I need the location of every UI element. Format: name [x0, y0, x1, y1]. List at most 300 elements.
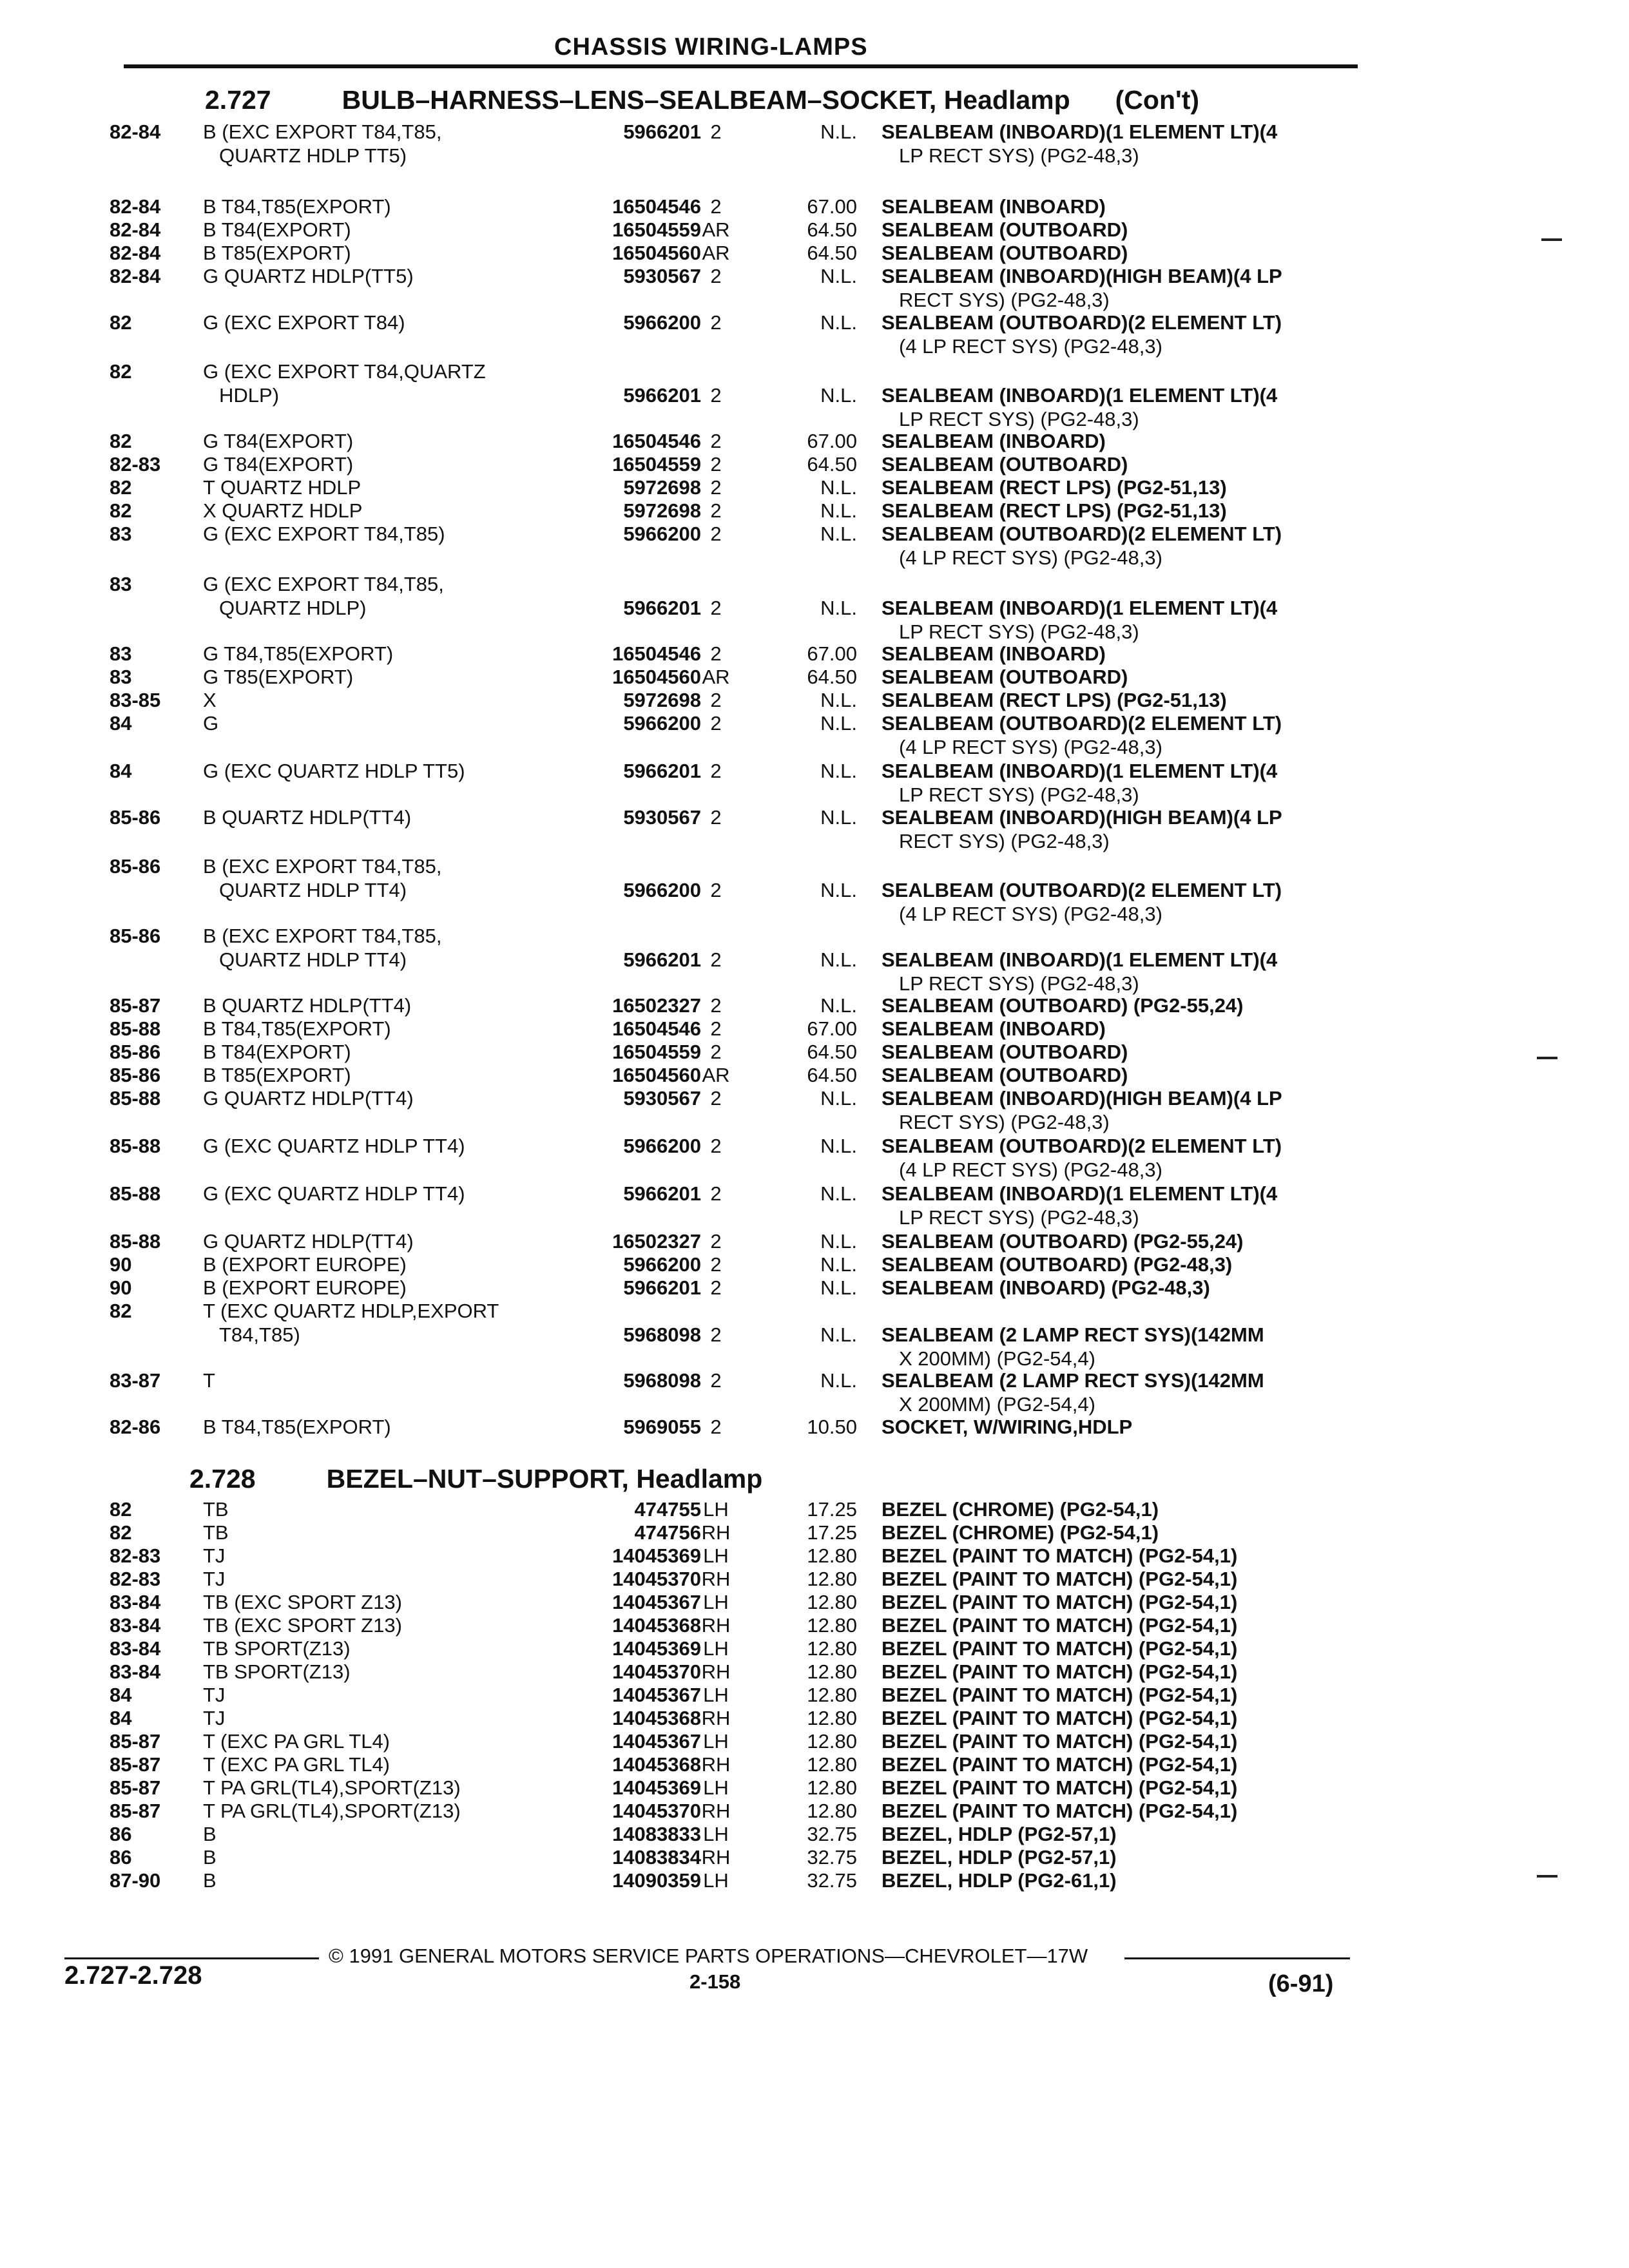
part-name-line2: RECT SYS) (PG2-48,3) [899, 289, 1110, 311]
quantity: 2 [710, 879, 722, 901]
application-description-line2: QUARTZ HDLP TT4) [219, 879, 407, 901]
quantity: LH [703, 1823, 729, 1845]
price: 32.75 [807, 1823, 857, 1845]
part-name: SEALBEAM (OUTBOARD) [882, 453, 1128, 476]
application-description: G QUARTZ HDLP(TT4) [203, 1230, 414, 1253]
price: 67.00 [807, 642, 857, 665]
model-year: 82 [110, 1498, 132, 1521]
part-number: 5968098 [623, 1323, 701, 1346]
price: 64.50 [807, 1064, 857, 1086]
application-description-line2: QUARTZ HDLP) [219, 597, 367, 619]
model-year: 82-84 [110, 218, 161, 241]
model-year: 83 [110, 523, 132, 545]
part-name-line2: LP RECT SYS) (PG2-48,3) [899, 1206, 1139, 1229]
part-number: 16502327 [612, 1230, 701, 1253]
price: N.L. [820, 1253, 857, 1276]
part-number: 14045369 [612, 1776, 701, 1799]
page-header-title: CHASSIS WIRING-LAMPS [554, 34, 868, 61]
part-number: 14045370 [612, 1800, 701, 1822]
part-name-line2: LP RECT SYS) (PG2-48,3) [899, 972, 1139, 995]
table-row [0, 1299, 1629, 1370]
price: N.L. [820, 1087, 857, 1110]
quantity: RH [701, 1707, 731, 1729]
part-number: 5966201 [623, 597, 701, 619]
price: 12.80 [807, 1800, 857, 1822]
model-year: 82-84 [110, 195, 161, 218]
quantity: 2 [710, 642, 722, 665]
quantity: LH [703, 1544, 729, 1567]
quantity: LH [703, 1498, 729, 1521]
price: N.L. [820, 689, 857, 711]
part-number: 16504559 [612, 453, 701, 476]
margin-mark [1541, 238, 1562, 241]
quantity: 2 [710, 1416, 722, 1438]
application-description: G QUARTZ HDLP(TT5) [203, 265, 414, 287]
quantity: RH [701, 1800, 731, 1822]
part-name: SEALBEAM (INBOARD) [882, 1017, 1106, 1040]
price: 12.80 [807, 1637, 857, 1660]
part-name-line2: LP RECT SYS) (PG2-48,3) [899, 620, 1139, 643]
quantity: AR [702, 218, 730, 241]
model-year: 85-87 [110, 1730, 161, 1753]
part-number: 14045368 [612, 1707, 701, 1729]
part-number: 14045369 [612, 1637, 701, 1660]
price: N.L. [820, 712, 857, 735]
price: 12.80 [807, 1730, 857, 1753]
application-description: TB SPORT(Z13) [203, 1660, 351, 1683]
part-number: 16504559 [612, 218, 701, 241]
quantity: 2 [710, 265, 722, 287]
part-number: 5966200 [623, 523, 701, 545]
part-name: BEZEL (PAINT TO MATCH) (PG2-54,1) [882, 1568, 1238, 1590]
model-year: 82-84 [110, 265, 161, 287]
part-number: 5966200 [623, 879, 701, 901]
application-description: B T84(EXPORT) [203, 1041, 351, 1063]
part-name: BEZEL (PAINT TO MATCH) (PG2-54,1) [882, 1637, 1238, 1660]
model-year: 85-87 [110, 994, 161, 1017]
model-year: 85-88 [110, 1087, 161, 1110]
table-row [0, 360, 1629, 430]
section-subtitle: Headlamp [943, 85, 1070, 115]
quantity: 2 [710, 120, 722, 143]
application-description: TB [203, 1521, 229, 1544]
quantity: 2 [710, 523, 722, 545]
price: N.L. [820, 1323, 857, 1346]
quantity: 2 [710, 806, 722, 829]
part-name: BEZEL (CHROME) (PG2-54,1) [882, 1498, 1159, 1521]
quantity: 2 [710, 1369, 722, 1392]
application-description-line2: QUARTZ HDLP TT4) [219, 948, 407, 971]
part-name-line2: LP RECT SYS) (PG2-48,3) [899, 408, 1139, 430]
footer-section-range: 2.727-2.728 [64, 1961, 202, 1990]
application-description: G QUARTZ HDLP(TT4) [203, 1087, 414, 1110]
part-number: 5972698 [623, 499, 701, 522]
part-name: SEALBEAM (INBOARD)(1 ELEMENT LT)(4 [882, 597, 1278, 619]
part-name: SEALBEAM (OUTBOARD) (PG2-55,24) [882, 1230, 1244, 1253]
price: N.L. [820, 1230, 857, 1253]
part-name-line2: X 200MM) (PG2-54,4) [899, 1347, 1095, 1370]
price: N.L. [820, 948, 857, 971]
part-number: 5930567 [623, 806, 701, 829]
model-year: 85-86 [110, 1041, 161, 1063]
price: 12.80 [807, 1753, 857, 1776]
application-description: TJ [203, 1544, 226, 1567]
part-number: 14045368 [612, 1753, 701, 1776]
margin-mark [1537, 1875, 1557, 1878]
model-year: 87-90 [110, 1869, 161, 1892]
application-description: B QUARTZ HDLP(TT4) [203, 994, 412, 1017]
application-description: G T85(EXPORT) [203, 666, 354, 688]
quantity: 2 [710, 994, 722, 1017]
quantity: LH [703, 1591, 729, 1613]
part-name: SEALBEAM (OUTBOARD)(2 ELEMENT LT) [882, 879, 1282, 901]
part-number: 14045369 [612, 1544, 701, 1567]
model-year: 84 [110, 760, 132, 782]
model-year: 90 [110, 1253, 132, 1276]
part-name: BEZEL (PAINT TO MATCH) (PG2-54,1) [882, 1707, 1238, 1729]
part-name: BEZEL (PAINT TO MATCH) (PG2-54,1) [882, 1776, 1238, 1799]
part-name: SEALBEAM (RECT LPS) (PG2-51,13) [882, 499, 1227, 522]
quantity: 2 [710, 1135, 722, 1157]
part-number: 5968098 [623, 1369, 701, 1392]
part-number: 5966201 [623, 760, 701, 782]
price: N.L. [820, 311, 857, 334]
application-description: T (EXC QUARTZ HDLP,EXPORT [203, 1300, 499, 1322]
part-number: 5966201 [623, 384, 701, 407]
table-row [0, 924, 1629, 995]
part-name-line2: RECT SYS) (PG2-48,3) [899, 830, 1110, 852]
part-number: 5972698 [623, 689, 701, 711]
quantity: RH [701, 1846, 731, 1869]
part-number: 16504560 [612, 242, 701, 264]
quantity: LH [703, 1684, 729, 1706]
model-year: 82-83 [110, 453, 161, 476]
application-description: G (EXC QUARTZ HDLP TT5) [203, 760, 465, 782]
part-name: BEZEL (PAINT TO MATCH) (PG2-54,1) [882, 1544, 1238, 1567]
part-number: 14045367 [612, 1591, 701, 1613]
model-year: 85-88 [110, 1017, 161, 1040]
price: 12.80 [807, 1568, 857, 1590]
quantity: 2 [710, 1087, 722, 1110]
application-description-line2: T84,T85) [219, 1323, 300, 1346]
application-description: T QUARTZ HDLP [203, 476, 361, 499]
footer-rule [64, 1957, 319, 1959]
part-number: 16504546 [612, 1017, 701, 1040]
application-description: T [203, 1369, 215, 1392]
application-description: T PA GRL(TL4),SPORT(Z13) [203, 1776, 461, 1799]
part-name: SEALBEAM (INBOARD) (PG2-48,3) [882, 1276, 1210, 1299]
price: 12.80 [807, 1614, 857, 1637]
part-number: 474756 [634, 1521, 701, 1544]
price: 10.50 [807, 1416, 857, 1438]
price: 64.50 [807, 242, 857, 264]
price: 12.80 [807, 1684, 857, 1706]
part-number: 5966200 [623, 1253, 701, 1276]
application-description: B T84,T85(EXPORT) [203, 195, 391, 218]
part-name: SEALBEAM (INBOARD)(HIGH BEAM)(4 LP [882, 806, 1282, 829]
application-description: B [203, 1846, 217, 1869]
price: 67.00 [807, 430, 857, 452]
part-name: SEALBEAM (2 LAMP RECT SYS)(142MM [882, 1323, 1264, 1346]
price: 12.80 [807, 1707, 857, 1729]
application-description: G (EXC EXPORT T84) [203, 311, 405, 334]
application-description: B QUARTZ HDLP(TT4) [203, 806, 412, 829]
price: N.L. [820, 265, 857, 287]
model-year: 83 [110, 573, 132, 595]
part-number: 14045368 [612, 1614, 701, 1637]
part-number: 5966201 [623, 1182, 701, 1205]
model-year: 85-87 [110, 1753, 161, 1776]
part-number: 14045367 [612, 1730, 701, 1753]
price: N.L. [820, 523, 857, 545]
model-year: 82-83 [110, 1544, 161, 1567]
application-description: B T84(EXPORT) [203, 218, 351, 241]
quantity: 2 [710, 476, 722, 499]
part-name-line2: X 200MM) (PG2-54,4) [899, 1393, 1095, 1416]
model-year: 83-84 [110, 1614, 161, 1637]
application-description: G T84(EXPORT) [203, 430, 354, 452]
quantity: LH [703, 1637, 729, 1660]
part-number: 5969055 [623, 1416, 701, 1438]
application-description: TB SPORT(Z13) [203, 1637, 351, 1660]
application-description: B [203, 1869, 217, 1892]
part-name: SEALBEAM (INBOARD) [882, 642, 1106, 665]
price: N.L. [820, 1182, 857, 1205]
part-name-line2: (4 LP RECT SYS) (PG2-48,3) [899, 736, 1162, 758]
application-description: TJ [203, 1568, 226, 1590]
part-name: BEZEL (PAINT TO MATCH) (PG2-54,1) [882, 1684, 1238, 1706]
part-name: BEZEL (PAINT TO MATCH) (PG2-54,1) [882, 1660, 1238, 1683]
price: 67.00 [807, 195, 857, 218]
model-year: 82 [110, 360, 132, 383]
quantity: 2 [710, 712, 722, 735]
part-name: SEALBEAM (OUTBOARD)(2 ELEMENT LT) [882, 712, 1282, 735]
application-description: X [203, 689, 217, 711]
table-row [0, 854, 1629, 925]
part-name-line2: (4 LP RECT SYS) (PG2-48,3) [899, 1158, 1162, 1181]
price: 12.80 [807, 1660, 857, 1683]
model-year: 85-86 [110, 1064, 161, 1086]
part-number: 16504546 [612, 195, 701, 218]
application-description: B (EXPORT EUROPE) [203, 1253, 407, 1276]
section-name: BULB–HARNESS–LENS–SEALBEAM–SOCKET, [342, 85, 937, 115]
part-number: 14045370 [612, 1660, 701, 1683]
part-number: 16504559 [612, 1041, 701, 1063]
application-description: TB (EXC SPORT Z13) [203, 1591, 402, 1613]
header-rule [124, 64, 1358, 68]
part-name-line2: LP RECT SYS) (PG2-48,3) [899, 144, 1139, 167]
part-name-line2: (4 LP RECT SYS) (PG2-48,3) [899, 335, 1162, 358]
section-name: BEZEL–NUT–SUPPORT, [326, 1464, 629, 1494]
model-year: 83-84 [110, 1637, 161, 1660]
part-name: SEALBEAM (OUTBOARD)(2 ELEMENT LT) [882, 311, 1282, 334]
part-name: SOCKET, W/WIRING,HDLP [882, 1416, 1133, 1438]
application-description: T (EXC PA GRL TL4) [203, 1730, 390, 1753]
continued-note: (Con't) [1115, 85, 1200, 115]
price: 64.50 [807, 218, 857, 241]
model-year: 83-84 [110, 1660, 161, 1683]
quantity: LH [703, 1776, 729, 1799]
model-year: 82 [110, 430, 132, 452]
part-number: 5930567 [623, 265, 701, 287]
part-name: BEZEL (PAINT TO MATCH) (PG2-54,1) [882, 1800, 1238, 1822]
model-year: 83 [110, 666, 132, 688]
application-description: B T84,T85(EXPORT) [203, 1416, 391, 1438]
quantity: AR [702, 242, 730, 264]
part-name: BEZEL (PAINT TO MATCH) (PG2-54,1) [882, 1614, 1238, 1637]
application-description: T (EXC PA GRL TL4) [203, 1753, 390, 1776]
application-description: G (EXC QUARTZ HDLP TT4) [203, 1135, 465, 1157]
part-number: 5966200 [623, 712, 701, 735]
application-description: B (EXC EXPORT T84,T85, [203, 120, 442, 143]
part-number: 5966201 [623, 948, 701, 971]
quantity: 2 [710, 384, 722, 407]
model-year: 82-84 [110, 242, 161, 264]
part-name: BEZEL, HDLP (PG2-61,1) [882, 1869, 1117, 1892]
part-name: SEALBEAM (OUTBOARD) [882, 666, 1128, 688]
model-year: 86 [110, 1823, 132, 1845]
model-year: 84 [110, 1707, 132, 1729]
part-number: 16504546 [612, 642, 701, 665]
part-name-line2: RECT SYS) (PG2-48,3) [899, 1111, 1110, 1133]
price: N.L. [820, 1135, 857, 1157]
part-name: SEALBEAM (RECT LPS) (PG2-51,13) [882, 476, 1227, 499]
copyright-text: © 1991 GENERAL MOTORS SERVICE PARTS OPERATIONS—CHEVROLET—17W [329, 1945, 1088, 1967]
part-name: SEALBEAM (OUTBOARD) [882, 1064, 1128, 1086]
quantity: 2 [710, 1041, 722, 1063]
application-description: TJ [203, 1707, 226, 1729]
part-number: 14045367 [612, 1684, 701, 1706]
quantity: 2 [710, 760, 722, 782]
quantity: 2 [710, 1276, 722, 1299]
part-name: SEALBEAM (2 LAMP RECT SYS)(142MM [882, 1369, 1264, 1392]
model-year: 82-84 [110, 120, 161, 143]
price: 17.25 [807, 1521, 857, 1544]
model-year: 83-87 [110, 1369, 161, 1392]
part-name: SEALBEAM (INBOARD)(1 ELEMENT LT)(4 [882, 120, 1278, 143]
application-description: G (EXC EXPORT T84,T85, [203, 573, 444, 595]
price: 12.80 [807, 1544, 857, 1567]
model-year: 85-87 [110, 1800, 161, 1822]
price: N.L. [820, 476, 857, 499]
quantity: 2 [710, 453, 722, 476]
part-number: 16504560 [612, 1064, 701, 1086]
price: 12.80 [807, 1776, 857, 1799]
application-description: G (EXC QUARTZ HDLP TT4) [203, 1182, 465, 1205]
part-number: 5966200 [623, 1135, 701, 1157]
application-description: G (EXC EXPORT T84,QUARTZ [203, 360, 486, 383]
application-description: B (EXC EXPORT T84,T85, [203, 855, 442, 878]
model-year: 85-88 [110, 1230, 161, 1253]
application-description: B T84,T85(EXPORT) [203, 1017, 391, 1040]
footer-revision-date: (6-91) [1268, 1970, 1334, 1997]
footer-page-number: 2-158 [689, 1970, 741, 1993]
price: N.L. [820, 1369, 857, 1392]
quantity: AR [702, 666, 730, 688]
quantity: RH [701, 1568, 731, 1590]
part-name: SEALBEAM (OUTBOARD) [882, 218, 1128, 241]
section-number: 2.727 [205, 85, 271, 115]
quantity: RH [701, 1753, 731, 1776]
application-description: B (EXPORT EUROPE) [203, 1276, 407, 1299]
part-number: 14045370 [612, 1568, 701, 1590]
price: N.L. [820, 597, 857, 619]
price: N.L. [820, 760, 857, 782]
application-description: T PA GRL(TL4),SPORT(Z13) [203, 1800, 461, 1822]
part-name: SEALBEAM (OUTBOARD)(2 ELEMENT LT) [882, 1135, 1282, 1157]
model-year: 84 [110, 1684, 132, 1706]
application-description: G [203, 712, 219, 735]
margin-mark [1537, 1057, 1557, 1059]
model-year: 82 [110, 499, 132, 522]
quantity: RH [701, 1521, 731, 1544]
quantity: 2 [710, 430, 722, 452]
model-year: 90 [110, 1276, 132, 1299]
model-year: 86 [110, 1846, 132, 1869]
part-name: SEALBEAM (INBOARD)(1 ELEMENT LT)(4 [882, 384, 1278, 407]
price: 67.00 [807, 1017, 857, 1040]
part-name: SEALBEAM (INBOARD)(1 ELEMENT LT)(4 [882, 1182, 1278, 1205]
model-year: 85-86 [110, 806, 161, 829]
application-description: B T85(EXPORT) [203, 1064, 351, 1086]
price: N.L. [820, 384, 857, 407]
quantity: 2 [710, 1017, 722, 1040]
quantity: AR [702, 1064, 730, 1086]
application-description: G T84,T85(EXPORT) [203, 642, 394, 665]
quantity: LH [703, 1730, 729, 1753]
model-year: 85-86 [110, 855, 161, 878]
price: N.L. [820, 120, 857, 143]
application-description: TB [203, 1498, 229, 1521]
part-name: SEALBEAM (OUTBOARD) [882, 242, 1128, 264]
part-number: 16504560 [612, 666, 701, 688]
quantity: 2 [710, 1230, 722, 1253]
quantity: LH [703, 1869, 729, 1892]
part-name: BEZEL, HDLP (PG2-57,1) [882, 1823, 1117, 1845]
part-name: BEZEL (PAINT TO MATCH) (PG2-54,1) [882, 1753, 1238, 1776]
part-name: SEALBEAM (OUTBOARD)(2 ELEMENT LT) [882, 523, 1282, 545]
part-name-line2: (4 LP RECT SYS) (PG2-48,3) [899, 903, 1162, 925]
model-year: 82 [110, 1300, 132, 1322]
section-subtitle: Headlamp [636, 1464, 763, 1494]
price: N.L. [820, 806, 857, 829]
part-name: SEALBEAM (OUTBOARD) (PG2-55,24) [882, 994, 1244, 1017]
price: 32.75 [807, 1846, 857, 1869]
part-number: 5966200 [623, 311, 701, 334]
part-number: 5966201 [623, 120, 701, 143]
table-row [0, 1869, 1629, 1933]
quantity: 2 [710, 689, 722, 711]
quantity: 2 [710, 195, 722, 218]
application-description-line2: QUARTZ HDLP TT5) [219, 144, 407, 167]
price: 32.75 [807, 1869, 857, 1892]
part-number: 5930567 [623, 1087, 701, 1110]
part-number: 14083833 [612, 1823, 701, 1845]
part-name-line2: (4 LP RECT SYS) (PG2-48,3) [899, 546, 1162, 569]
model-year: 82 [110, 311, 132, 334]
model-year: 85-88 [110, 1135, 161, 1157]
model-year: 84 [110, 712, 132, 735]
model-year: 82-83 [110, 1568, 161, 1590]
application-description: G (EXC EXPORT T84,T85) [203, 523, 445, 545]
model-year: 85-86 [110, 925, 161, 947]
quantity: 2 [710, 1182, 722, 1205]
table-row [0, 120, 1629, 184]
application-description: G T84(EXPORT) [203, 453, 354, 476]
part-name: SEALBEAM (INBOARD) [882, 430, 1106, 452]
quantity: 2 [710, 499, 722, 522]
part-number: 14090359 [612, 1869, 701, 1892]
